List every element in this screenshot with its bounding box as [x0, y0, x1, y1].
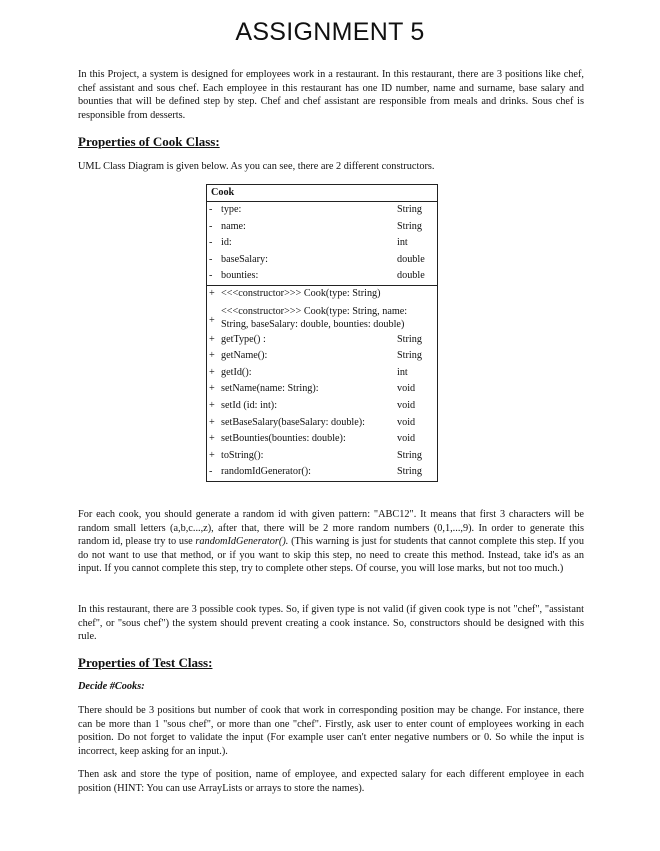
attribute-name: id:: [221, 237, 232, 249]
method-signature: randomIdGenerator():: [221, 466, 311, 478]
return-type: String: [397, 449, 422, 461]
visibility-marker: +: [209, 350, 215, 362]
method-signature: setId (id: int):: [221, 399, 278, 411]
visibility-marker: +: [209, 399, 215, 411]
uml-intro-paragraph: UML Class Diagram is given below. As you can see, there are 2 different constructors.: [78, 161, 435, 172]
uml-method-row: [207, 348, 437, 365]
return-type: void: [397, 433, 416, 445]
method-signature: toString():: [221, 449, 264, 461]
attribute-name: name:: [221, 220, 246, 232]
method-signature: setBaseSalary(baseSalary: double):: [221, 416, 365, 428]
attribute-type: int: [397, 237, 408, 249]
uml-methods: [207, 285, 437, 481]
method-signature: getName():: [221, 350, 268, 362]
uml-method-row: [207, 365, 437, 382]
attribute-name: type:: [221, 204, 242, 215]
visibility-marker: -: [209, 237, 213, 249]
store-input-paragraph: Then ask and store the type of position, name of employee, and expected salary for each different employee in each position (HINT: You can use ArrayLists or arrays to store the names).: [78, 769, 584, 794]
return-type: String: [397, 350, 422, 362]
random-id-text-a: For each cook, you should generate a random id with given pattern: "ABC12". It means that first 3 characters will be random small letters (a,b,c...,z), after that, there will be 2 more random numbers (0,1,...,9). In order to generate this random id, please try to use: [78, 509, 584, 548]
attribute-type: double: [397, 270, 425, 282]
uml-attribute-row: [207, 219, 437, 236]
uml-attribute-row: [207, 235, 437, 252]
visibility-marker: +: [209, 433, 215, 445]
visibility-marker: -: [209, 270, 213, 282]
uml-attribute-row: [207, 252, 437, 269]
attribute-type: String: [397, 204, 422, 215]
return-type: String: [397, 466, 422, 478]
visibility-marker: +: [209, 333, 215, 345]
decide-cooks-subheading: Decide #Cooks:: [78, 681, 145, 692]
method-signature: setName(name: String):: [221, 383, 319, 395]
visibility-marker: +: [209, 416, 215, 428]
random-id-text-b: (This warning is just for students that cannot complete this step. If you do not want to use that method, or if you want to skip this step, no need to create this method. Instead, take id's as an input. If you cannot complete this step, try to complete other steps. Of course, you will lose marks, but not too much.): [78, 536, 584, 575]
cook-class-heading: Properties of Cook Class:: [78, 134, 220, 149]
visibility-marker: +: [209, 449, 215, 461]
visibility-marker: -: [209, 220, 213, 232]
uml-method-row: [207, 415, 437, 432]
visibility-marker: +: [209, 366, 215, 378]
return-type: void: [397, 399, 416, 411]
positions-paragraph: There should be 3 positions but number of cook that work in corresponding position may be change. For instance, there can be more than 1 "sous chef", or more than one "chef". Firstly, ask user to enter count of employees working in each position. Do not forget to validate the input (For example user can't enter negative numbers or 0. So while the input is incorrect, keep asking for an input.).: [78, 705, 584, 757]
visibility-marker: +: [209, 287, 215, 299]
uml-method-row: [207, 381, 437, 398]
uml-method-row: [207, 448, 437, 465]
random-id-paragraph: [78, 508, 584, 576]
uml-method-row: [207, 286, 437, 303]
method-signature: <<<constructor>>> Cook(type: String): [221, 287, 381, 299]
attribute-name: bounties:: [221, 270, 259, 282]
attribute-type: String: [397, 220, 422, 232]
visibility-marker: -: [209, 253, 213, 265]
return-type: void: [397, 416, 416, 428]
test-class-heading: Properties of Test Class:: [78, 655, 213, 670]
random-id-method-name: randomIdGenerator().: [195, 536, 289, 548]
uml-method-row: [207, 332, 437, 349]
method-signature: setBounties(bounties: double):: [221, 433, 346, 445]
method-signature: getType() :: [221, 333, 266, 345]
method-signature: getId():: [221, 366, 252, 378]
attribute-type: double: [397, 253, 425, 265]
return-type: String: [397, 333, 422, 345]
visibility-marker: +: [209, 383, 215, 395]
return-type: void: [397, 383, 416, 395]
return-type: int: [397, 366, 408, 378]
uml-method-row: [207, 464, 437, 481]
visibility-marker: -: [209, 466, 213, 478]
uml-method-row: [207, 303, 437, 332]
page-title: ASSIGNMENT 5: [235, 18, 425, 46]
uml-attribute-row: [207, 202, 437, 219]
uml-class-diagram: [206, 184, 438, 482]
uml-class-name: Cook: [207, 185, 437, 202]
visibility-marker: -: [209, 204, 213, 215]
uml-attributes: [207, 202, 437, 285]
uml-method-row: [207, 431, 437, 448]
method-signature: <<<constructor>>> Cook(type: String, name: String, baseSalary: double, bounties: double): [221, 305, 408, 330]
uml-method-row: [207, 398, 437, 415]
intro-paragraph: In this Project, a system is designed for employees work in a restaurant. In this restaurant, there are 3 positions like chef, chef assistant and sous chef. Each employee in this restaurant has one ID number, name and surname, base salary and bounties that will be defined step by step. Chef and chef assistant are responsible from meals and drinks. Sous chef is responsible from desserts.: [78, 69, 584, 121]
uml-attribute-row: [207, 268, 437, 285]
cook-types-paragraph: In this restaurant, there are 3 possible cook types. So, if given type is not valid (if given cook type is not "chef", "assistant chef", or "sous chef") the system should prevent creating a cook instance. So, constructors should be designed with this rule.: [78, 604, 584, 643]
attribute-name: baseSalary:: [221, 253, 268, 265]
visibility-marker: +: [209, 314, 215, 326]
